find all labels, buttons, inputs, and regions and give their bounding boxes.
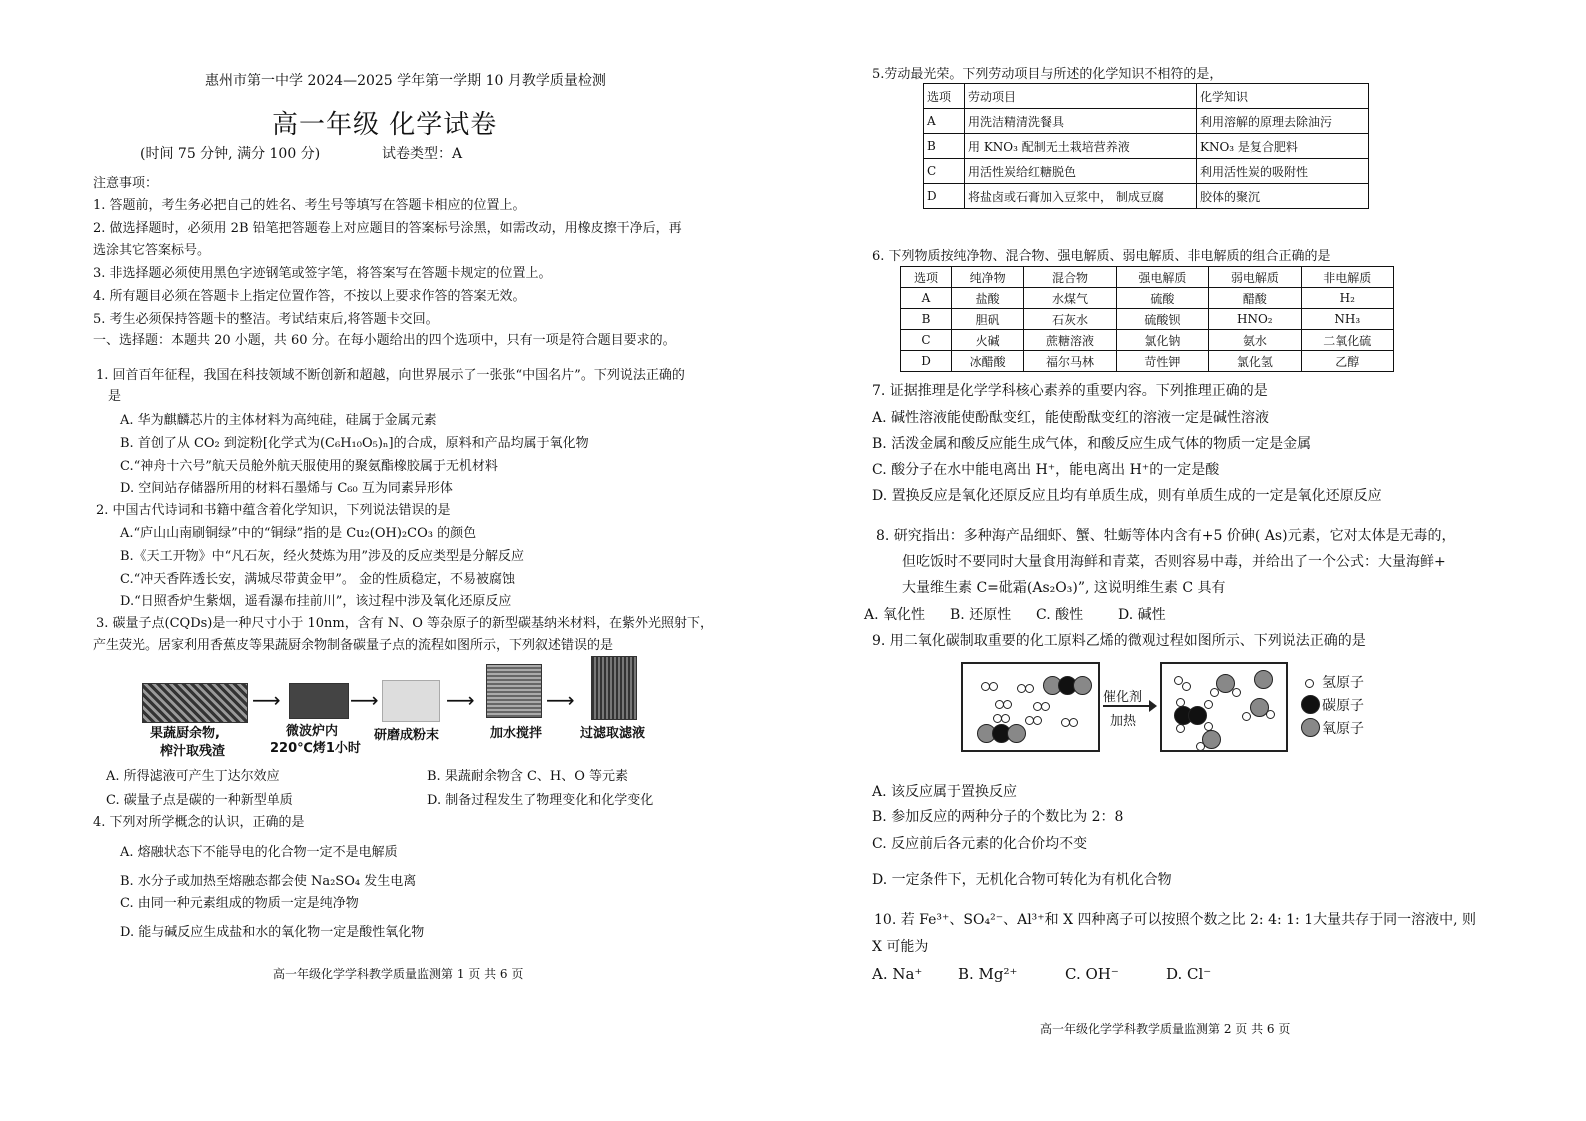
q8-stem-cont: 但吃饭时不要同时大量食用海鲜和青菜，否则容易中毒，并给出了一个公式：大量海鲜+ <box>902 554 1446 570</box>
q2-option-d: D.“日照香炉生紫烟，遥看瀑布挂前川”，该过程中涉及氧化还原反应 <box>120 594 512 609</box>
kitchen-waste-image <box>142 683 248 723</box>
table-cell: A <box>901 288 952 309</box>
table-cell: D <box>901 351 952 372</box>
table-header-cell: 非电解质 <box>1301 267 1393 288</box>
table-row <box>924 184 1369 209</box>
hydrogen-atom <box>1210 688 1219 697</box>
q1-option-b: B. 首创了从 CO₂ 到淀粉[化学式为(C₆H₁₀O₅)ₙ]的合成，原料和产品均属于氧化物 <box>120 436 589 451</box>
table-cell: 氯化钠 <box>1116 330 1208 351</box>
q7-option-c: C. 酸分子在水中能电离出 H⁺，能电离出 H⁺的一定是酸 <box>872 462 1220 478</box>
q2-option-a: A.“庐山山南刷铜绿”中的“铜绿”指的是 Cu₂(OH)₂CO₃ 的颜色 <box>120 526 477 541</box>
table-cell: 冰醋酸 <box>952 351 1024 372</box>
flow-caption: 220℃烤1小时 <box>270 741 361 756</box>
table-cell: 蔗糖溶液 <box>1024 330 1116 351</box>
q2-option-b: B.《天工开物》中“凡石灰，经火焚炼为用”涉及的反应类型是分解反应 <box>120 549 524 564</box>
q3-option-b: B. 果蔬耐余物含 C、H、O 等元素 <box>427 769 629 784</box>
table-header-row <box>924 84 1369 109</box>
q7-stem: 7. 证据推理是化学学科核心素养的重要内容。下列推理正确的是 <box>872 383 1268 399</box>
table-cell: D <box>924 184 965 209</box>
notice-item: 3. 非选择题必须使用黑色字迹钢笔或签字笔，将答案写在答题卡规定的位置上。 <box>93 266 552 281</box>
table-row <box>901 309 1394 330</box>
hydrogen-atom <box>1033 716 1042 725</box>
table-cell: 石灰水 <box>1024 309 1116 330</box>
hydrogen-atom <box>1001 714 1010 723</box>
legend-oxygen: 氧原子 <box>1322 721 1364 737</box>
notice-item: 5. 考生必须保持答题卡的整洁。考试结束后,将答题卡交回。 <box>93 312 439 327</box>
flow-caption: 微波炉内 <box>286 724 339 739</box>
q9-stem: 9. 用二氧化碳制取重要的化工原料乙烯的微观过程如图所示、下列说法正确的是 <box>872 633 1366 649</box>
flow-caption: 果蔬厨余物, <box>150 726 220 741</box>
heat-label: 加热 <box>1110 714 1137 729</box>
notice-item: 1. 答题前，考生务必把自己的姓名、考生号等填写在答题卡相应的位置上。 <box>93 198 526 213</box>
q4-option-a: A. 熔融状态下不能导电的化合物一定不是电解质 <box>120 845 398 860</box>
table-cell: 氨水 <box>1209 330 1301 351</box>
table-header-cell: 混合物 <box>1024 267 1116 288</box>
hydrogen-atom <box>1176 724 1185 733</box>
table-cell: C <box>901 330 952 351</box>
q2-stem: 2. 中国古代诗词和书籍中蕴含着化学知识，下列说法错误的是 <box>96 503 451 518</box>
table-cell: 醋酸 <box>1209 288 1301 309</box>
q7-option-d: D. 置换反应是氧化还原反应且均有单质生成，则有单质生成的一定是氧化还原反应 <box>872 488 1382 504</box>
q5-table <box>923 83 1369 209</box>
hydrogen-atom <box>1182 682 1191 691</box>
table-cell: 苛性钾 <box>1116 351 1208 372</box>
microwave-image <box>289 683 349 719</box>
q8-stem: 8. 研究指出：多种海产品细虾、蟹、牡蛎等体内含有+5 价砷( As)元素，它对太体是无毒的， <box>876 528 1456 544</box>
q6-table <box>900 266 1394 372</box>
q10-stem-cont: X 可能为 <box>872 939 929 955</box>
flow-caption: 加水搅拌 <box>490 726 543 741</box>
table-header-cell: 选项 <box>901 267 952 288</box>
exam-title: 高一年级 化学试卷 <box>272 110 498 140</box>
stirring-image <box>486 664 542 718</box>
arrow-icon: ⟶ <box>446 688 475 712</box>
exam-info: (时间 75 分钟, 满分 100 分) <box>140 146 321 162</box>
products-box <box>1160 662 1288 752</box>
table-cell: 用 KNO₃ 配制无土栽培营养液 <box>965 134 1197 159</box>
q3-stem-cont: 产生荧光。居家利用香蕉皮等果蔬厨余物制备碳量子点的流程如图所示，下列叙述错误的是 <box>93 638 614 653</box>
table-header-cell: 弱电解质 <box>1209 267 1301 288</box>
hydrogen-atom <box>1232 688 1241 697</box>
q3-option-d: D. 制备过程发生了物理变化和化学变化 <box>427 793 654 808</box>
hydrogen-atom <box>1266 710 1275 719</box>
mortar-image <box>382 680 440 722</box>
table-cell: 利用溶解的原理去除油污 <box>1197 109 1369 134</box>
footer-right: 高一年级化学学科教学质量监测第 2 页 共 6 页 <box>1040 1022 1291 1036</box>
hydrogen-atom <box>1204 700 1213 709</box>
table-cell: 硫酸钡 <box>1116 309 1208 330</box>
table-row <box>901 288 1394 309</box>
q8-stem-cont: 大量维生素 C=砒霜(As₂O₃)”, 这说明维生素 C 具有 <box>902 580 1226 596</box>
table-cell: A <box>924 109 965 134</box>
hydrogen-legend-icon <box>1305 679 1314 688</box>
flow-caption: 研磨成粉末 <box>374 728 440 743</box>
catalyst-label: 催化剂 <box>1103 690 1143 705</box>
table-cell: H₂ <box>1301 288 1393 309</box>
table-cell: 利用活性炭的吸附性 <box>1197 159 1369 184</box>
table-cell: 硫酸 <box>1116 288 1208 309</box>
q4-option-b: B. 水分子或加热至熔融态都会使 Na₂SO₄ 发生电离 <box>120 874 417 889</box>
table-cell: 将盐卤或石膏加入豆浆中， 制成豆腐 <box>965 184 1197 209</box>
table-cell: 水煤气 <box>1024 288 1116 309</box>
notice-heading: 注意事项： <box>93 176 159 191</box>
q10-option-a: A. Na⁺ <box>872 965 923 983</box>
carbon-atom <box>1188 706 1207 725</box>
flow-caption: 榨汁取残渣 <box>160 744 226 759</box>
table-header-cell: 选项 <box>924 84 965 109</box>
q7-option-b: B. 活泼金属和酸反应能生成气体，和酸反应生成气体的物质一定是金属 <box>872 436 1312 452</box>
table-header-cell: 劳动项目 <box>965 84 1197 109</box>
table-cell: HNO₂ <box>1209 309 1301 330</box>
hydrogen-atom <box>1069 718 1078 727</box>
paper-type: 试卷类型：A <box>382 146 463 162</box>
q4-option-c: C. 由同一种元素组成的物质一定是纯净物 <box>120 896 359 911</box>
q1-stem-cont: 是 <box>108 389 122 404</box>
table-header-cell: 纯净物 <box>952 267 1024 288</box>
table-header-cell: 化学知识 <box>1197 84 1369 109</box>
table-cell: 乙醇 <box>1301 351 1393 372</box>
table-cell: 氯化氢 <box>1209 351 1301 372</box>
q8-option-c: C. 酸性 <box>1036 607 1084 623</box>
arrow-icon: ⟶ <box>252 688 281 712</box>
oxygen-legend-icon <box>1301 718 1320 737</box>
arrow-head-icon <box>1149 700 1157 712</box>
q10-stem: 10. 若 Fe³⁺、SO₄²⁻、Al³⁺和 X 四种离子可以按照个数之比 2: 4: 1: 1大量共存于同一溶液中, 则 <box>874 912 1477 928</box>
q3-stem: 3. 碳量子点(CQDs)是一种尺寸小于 10nm，含有 N、O 等杂原子的新型碳基纳米材料，在紫外光照射下， <box>96 616 714 631</box>
table-cell: 福尔马林 <box>1024 351 1116 372</box>
q3-option-a: A. 所得滤液可产生丁达尔效应 <box>106 769 280 784</box>
table-cell: 胆矾 <box>952 309 1024 330</box>
table-cell: NH₃ <box>1301 309 1393 330</box>
hydrogen-atom <box>1003 700 1012 709</box>
table-row <box>924 159 1369 184</box>
q8-option-a: A. 氧化性 <box>864 607 926 623</box>
q10-option-c: C. OH⁻ <box>1065 965 1119 983</box>
table-cell: C <box>924 159 965 184</box>
table-cell: 用洗洁精清洗餐具 <box>965 109 1197 134</box>
q10-option-b: B. Mg²⁺ <box>958 965 1018 983</box>
q1-stem: 1. 回首百年征程，我国在科技领域不断创新和超越，向世界展示了一张张“中国名片”。下列说法正确的 <box>96 368 685 383</box>
q9-option-d: D. 一定条件下，无机化合物可转化为有机化合物 <box>872 872 1172 888</box>
footer-left: 高一年级化学学科教学质量监测第 1 页 共 6 页 <box>273 967 524 981</box>
reactants-box <box>961 662 1100 752</box>
notice-item: 4. 所有题目必须在答题卡上指定位置作答，不按以上要求作答的答案无效。 <box>93 289 526 304</box>
q1-option-a: A. 华为麒麟芯片的主体材料为高纯硅，硅属于金属元素 <box>120 413 437 428</box>
q5-stem: 5.劳动最光荣。下列劳动项目与所述的化学知识不相符的是， <box>872 67 1223 82</box>
notice-item: 选涂其它答案标号。 <box>93 243 211 258</box>
q1-option-d: D. 空间站存储器所用的材料石墨烯与 C₆₀ 互为同素异形体 <box>120 481 453 496</box>
q8-option-b: B. 还原性 <box>950 607 1012 623</box>
arrow-icon: ⟶ <box>350 688 379 712</box>
q1-option-c: C.“神舟十六号”航天员舱外航天服使用的聚氨酯橡胶属于无机材料 <box>120 459 498 474</box>
table-row <box>901 330 1394 351</box>
carbon-legend-icon <box>1301 695 1320 714</box>
flow-caption: 过滤取滤液 <box>580 726 646 741</box>
table-cell: B <box>924 134 965 159</box>
oxygen-atom <box>1007 724 1026 743</box>
oxygen-atom <box>1254 670 1273 689</box>
q8-option-d: D. 碱性 <box>1118 607 1166 623</box>
hydrogen-atom <box>1041 702 1050 711</box>
table-cell: B <box>901 309 952 330</box>
table-header-row <box>901 267 1394 288</box>
table-cell: 用活性炭给红糖脱色 <box>965 159 1197 184</box>
legend-hydrogen: 氢原子 <box>1322 675 1364 691</box>
reaction-arrow <box>1103 705 1153 707</box>
q2-option-c: C.“冲天香阵透长安，满城尽带黄金甲”。 金的性质稳定，不易被腐蚀 <box>120 572 516 587</box>
q4-option-d: D. 能与碱反应生成盐和水的氧化物一定是酸性氧化物 <box>120 925 425 940</box>
school-line: 惠州市第一中学 2024—2025 学年第一学期 10 月教学质量检测 <box>205 73 606 89</box>
table-cell: KNO₃ 是复合肥料 <box>1197 134 1369 159</box>
filtrate-image <box>591 656 637 720</box>
legend-carbon: 碳原子 <box>1322 698 1364 714</box>
hydrogen-atom <box>1196 742 1205 751</box>
table-row <box>924 134 1369 159</box>
table-cell: 盐酸 <box>952 288 1024 309</box>
arrow-icon: ⟶ <box>546 688 575 712</box>
table-row <box>901 351 1394 372</box>
oxygen-atom <box>1073 676 1092 695</box>
notice-item: 2. 做选择题时，必须用 2B 铅笔把答题卷上对应题目的答案标号涂黑，如需改动，用橡皮擦干净后，再 <box>93 221 682 236</box>
hydrogen-atom <box>1025 684 1034 693</box>
table-row <box>924 109 1369 134</box>
table-cell: 火碱 <box>952 330 1024 351</box>
q9-option-c: C. 反应前后各元素的化合价均不变 <box>872 836 1088 852</box>
table-cell: 二氧化硫 <box>1301 330 1393 351</box>
q7-option-a: A. 碱性溶液能使酚酞变红，能使酚酞变红的溶液一定是碱性溶液 <box>872 410 1270 426</box>
q3-option-c: C. 碳量子点是碳的一种新型单质 <box>106 793 293 808</box>
hydrogen-atom <box>1242 712 1251 721</box>
table-cell: 胶体的聚沉 <box>1197 184 1369 209</box>
q4-stem: 4. 下列对所学概念的认识，正确的是 <box>93 815 305 830</box>
section-heading: 一、选择题：本题共 20 小题，共 60 分。在每小题给出的四个选项中，只有一项是符合题目要求的。 <box>93 333 676 348</box>
hydrogen-atom <box>989 682 998 691</box>
q6-stem: 6. 下列物质按纯净物、混合物、强电解质、弱电解质、非电解质的组合正确的是 <box>872 249 1331 264</box>
table-header-cell: 强电解质 <box>1116 267 1208 288</box>
q9-option-a: A. 该反应属于置换反应 <box>872 784 1018 800</box>
q10-option-d: D. Cl⁻ <box>1166 965 1212 983</box>
q9-option-b: B. 参加反应的两种分子的个数比为 2：8 <box>872 809 1124 825</box>
